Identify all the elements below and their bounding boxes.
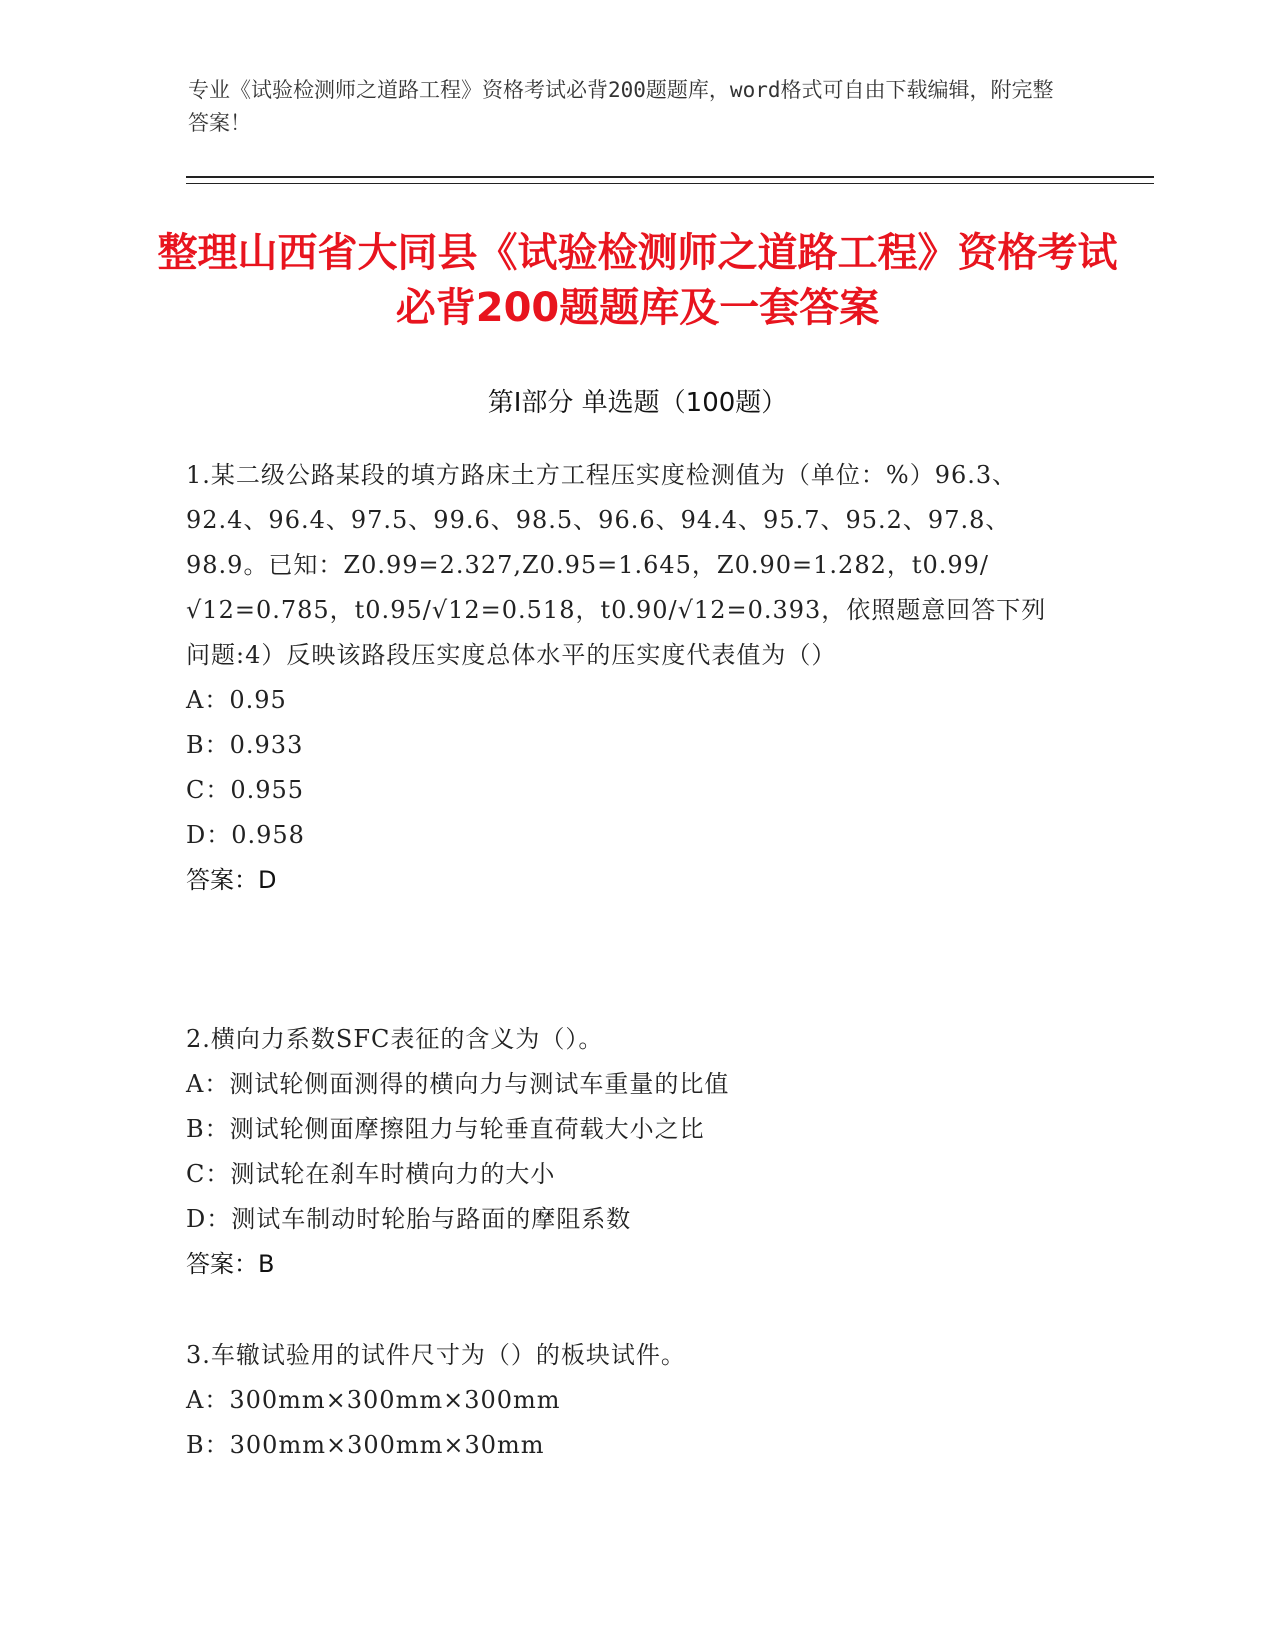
question-1-option-a: A：0.95 <box>186 686 287 714</box>
section-heading: 第Ⅰ部分 单选题（100题） <box>487 388 788 418</box>
question-2-option-d: D：测试车制动时轮胎与路面的摩阻系数 <box>186 1205 632 1233</box>
question-2-text: 2.横向力系数SFC表征的含义为（）。 <box>186 1025 604 1053</box>
question-1-option-c: C：0.955 <box>186 776 305 804</box>
header-divider-thin <box>186 183 1154 184</box>
question-1-answer: 答案：D <box>186 866 277 894</box>
question-3 <box>186 1333 1066 1468</box>
question-3-text: 3.车辙试验用的试件尺寸为（）的板块试件。 <box>186 1341 686 1369</box>
question-2-option-c: C：测试轮在刹车时横向力的大小 <box>186 1160 556 1188</box>
header-note: 专业《试验检测师之道路工程》资格考试必背200题题库，word格式可自由下载编辑，附完整答案！ <box>188 78 1054 135</box>
header-divider-thick <box>186 176 1154 178</box>
question-2-option-a: A：测试轮侧面测得的横向力与测试车重量的比值 <box>186 1070 730 1098</box>
question-1-text: 1.某二级公路某段的填方路床土方工程压实度检测值为（单位：%）96.3、92.4、96.4、97.5、99.6、98.5、96.6、94.4、95.7、95.2、97.8、98.9。已知：Z0.99=2.327,Z0.95=1.645，Z0.90=1.282，t0.99/√12=0.785，t0.95/√12=0.518，t0.90/√12=0.393，依照题意回答下列问题:4）反映该路段压实度总体水平的压实度代表值为（） <box>186 461 1047 669</box>
question-1 <box>186 453 1066 903</box>
question-1-option-b: B：0.933 <box>186 731 304 759</box>
question-2-option-b: B：测试轮侧面摩擦阻力与轮垂直荷载大小之比 <box>186 1115 705 1143</box>
question-2 <box>186 1017 1066 1287</box>
document-title: 整理山西省大同县《试验检测师之道路工程》资格考试必背200题题库及一套答案 <box>157 230 1118 331</box>
question-2-answer: 答案：B <box>186 1250 275 1278</box>
question-3-option-b: B：300mm×300mm×30mm <box>186 1431 545 1459</box>
question-3-option-a: A：300mm×300mm×300mm <box>186 1386 561 1414</box>
question-1-option-d: D：0.958 <box>186 821 305 849</box>
